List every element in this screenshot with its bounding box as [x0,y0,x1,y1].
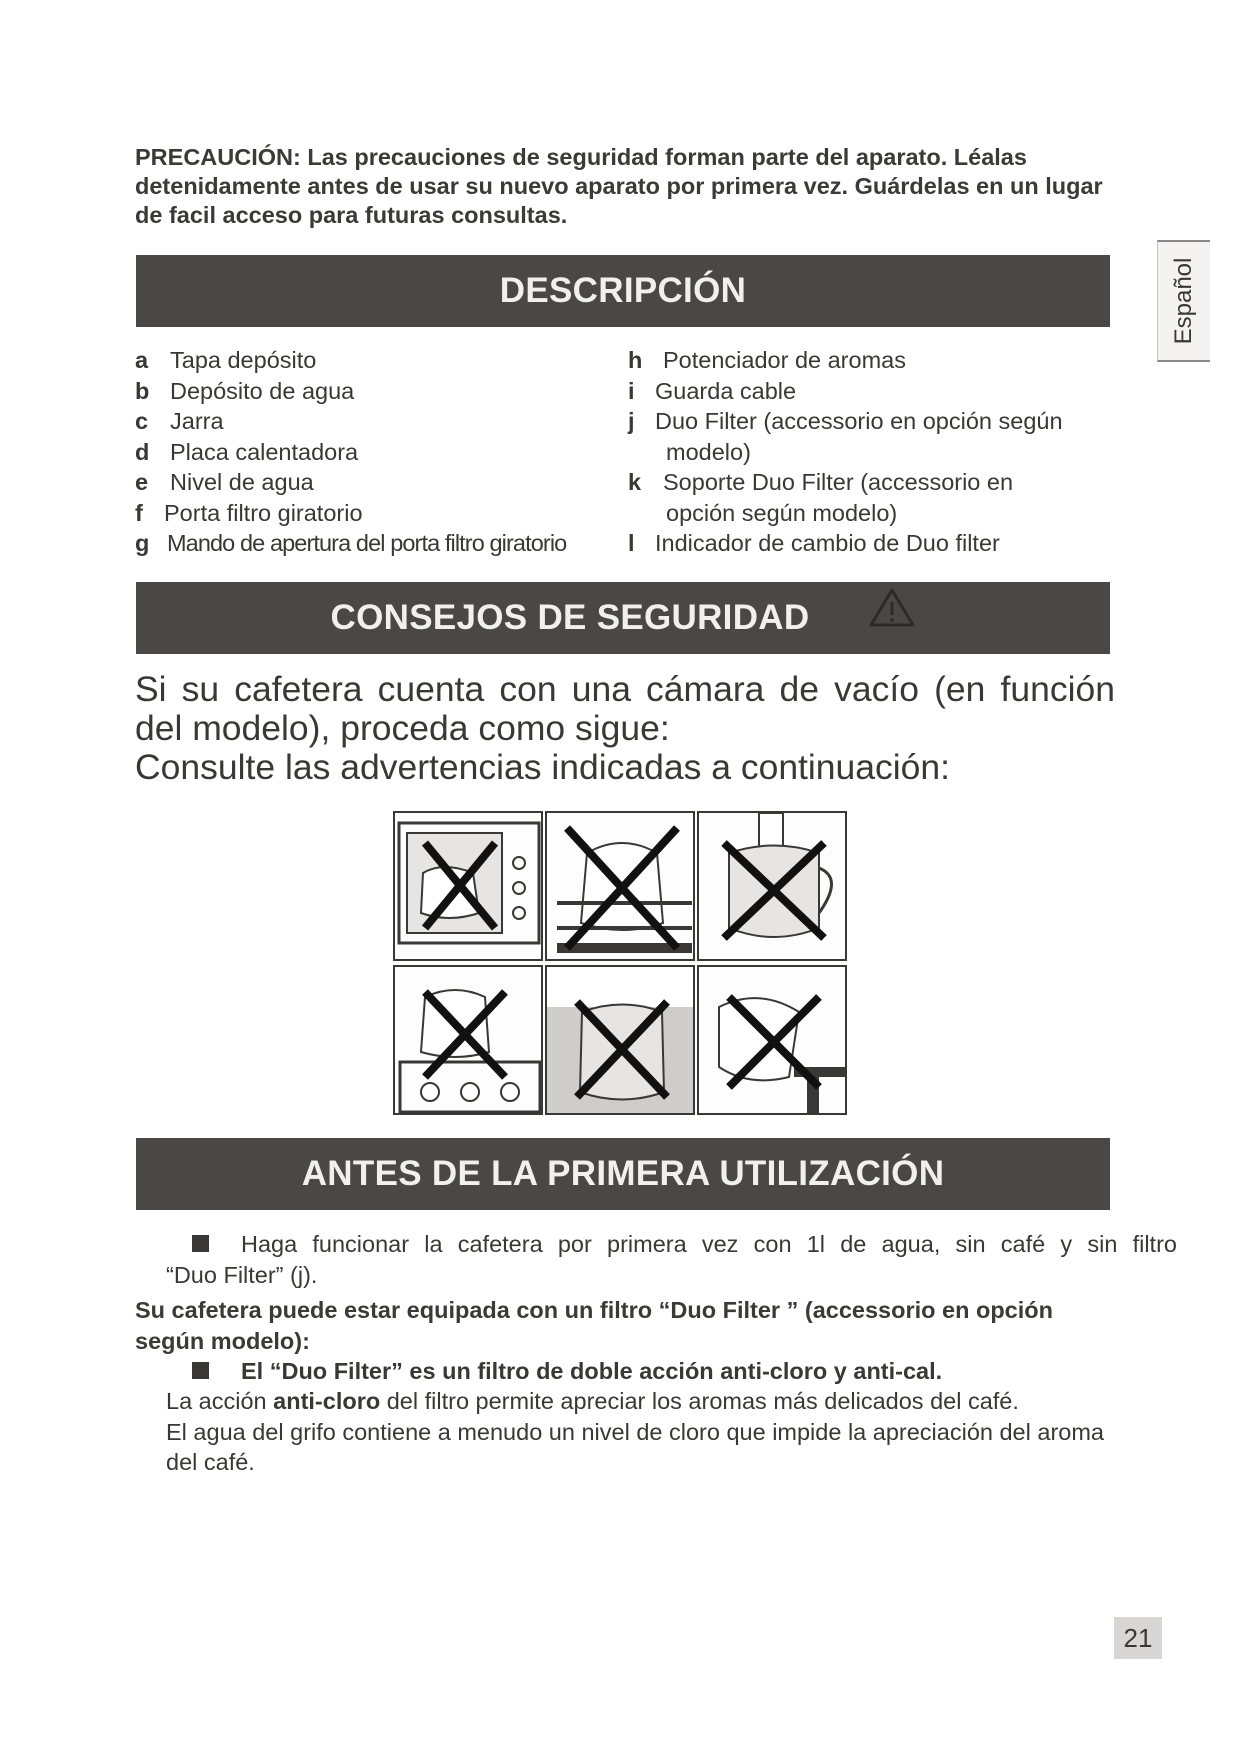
table-edge-prohibited-icon [697,965,847,1115]
bullet-square-icon [192,1235,209,1252]
parts-list-right [628,345,1108,559]
page-number: 21 [1114,1617,1162,1659]
anti-cloro-paragraph [166,1386,1116,1478]
section-header-seguridad [136,582,1110,654]
list-item: e Nivel de agua [135,469,314,495]
first-use-bullet-2: El “Duo Filter” es un filtro de doble acción anti-cloro y anti-cal. [192,1356,942,1387]
list-item-continuation: opción según modelo) [666,499,898,526]
bullet-square-icon [192,1362,209,1379]
safety-lead [135,670,1115,787]
list-item: k Soporte Duo Filter (accessorio en [628,469,1014,495]
electric-hob-prohibited-icon [393,965,543,1115]
first-use-bullet-1-cont: “Duo Filter” (j). [166,1262,318,1288]
section-title-descripcion: DESCRIPCIÓN [499,271,747,310]
anti-cloro-line-1: La acción anti-cloro del filtro permite apreciar los aromas más delicados del café. [166,1388,1019,1414]
list-item: a Tapa depósito [135,347,317,373]
caution-paragraph: PRECAUCIÓN: Las precauciones de seguridad forman parte del aparato. Léalas detenidamente antes de usar su nuevo aparato por primera vez. Guárdelas en un lugar de facil acceso para futuras consultas. [135,144,1103,228]
section-header-antes [136,1138,1110,1210]
list-item: j Duo Filter (accessorio en opción según [628,408,1063,434]
gas-stove-prohibited-icon [545,811,695,961]
duo-filter-heading: Su cafetera puede estar equipada con un filtro “Duo Filter ” (accessorio en opción según modelo): [135,1297,1053,1354]
first-use-bullet-1: Haga funcionar la cafetera por primera vez con 1l de agua, sin café y sin filtro [192,1229,1177,1260]
section-title-antes: ANTES DE LA PRIMERA UTILIZACIÓN [301,1154,945,1193]
list-item: h Potenciador de aromas [628,347,906,373]
parts-list-left [135,345,605,559]
list-item: g Mando de apertura del porta filtro giratorio [135,530,567,556]
list-item: f Porta filtro giratorio [135,499,363,526]
prohibition-pictograms [393,811,853,1121]
water-immersion-prohibited-icon [545,965,695,1115]
list-item: c Jarra [135,408,224,434]
microwave-prohibited-icon [393,811,543,961]
anti-cloro-line-2: El agua del grifo contiene a menudo un nivel de cloro que impide la apreciación del aroma del café. [166,1418,1104,1475]
language-tab [1157,240,1210,362]
section-header-descripcion [136,255,1110,327]
warning-triangle-icon [869,580,915,652]
list-item: i Guarda cable [628,377,797,404]
list-item: l Indicador de cambio de Duo filter [628,530,1000,556]
language-tab-label: Español [1170,257,1197,345]
list-item: d Placa calentadora [135,438,359,465]
immersion-prohibited-icon [697,811,847,961]
safety-lead-line-2: Consulte las advertencias indicadas a continuación: [135,747,951,787]
list-item: b Depósito de agua [135,377,355,404]
list-item-continuation: modelo) [666,438,751,465]
section-title-seguridad: CONSEJOS DE SEGURIDAD [330,598,810,637]
safety-lead-line-1: Si su cafetera cuenta con una cámara de vacío (en función del modelo), proceda como sigue: [135,669,1115,748]
